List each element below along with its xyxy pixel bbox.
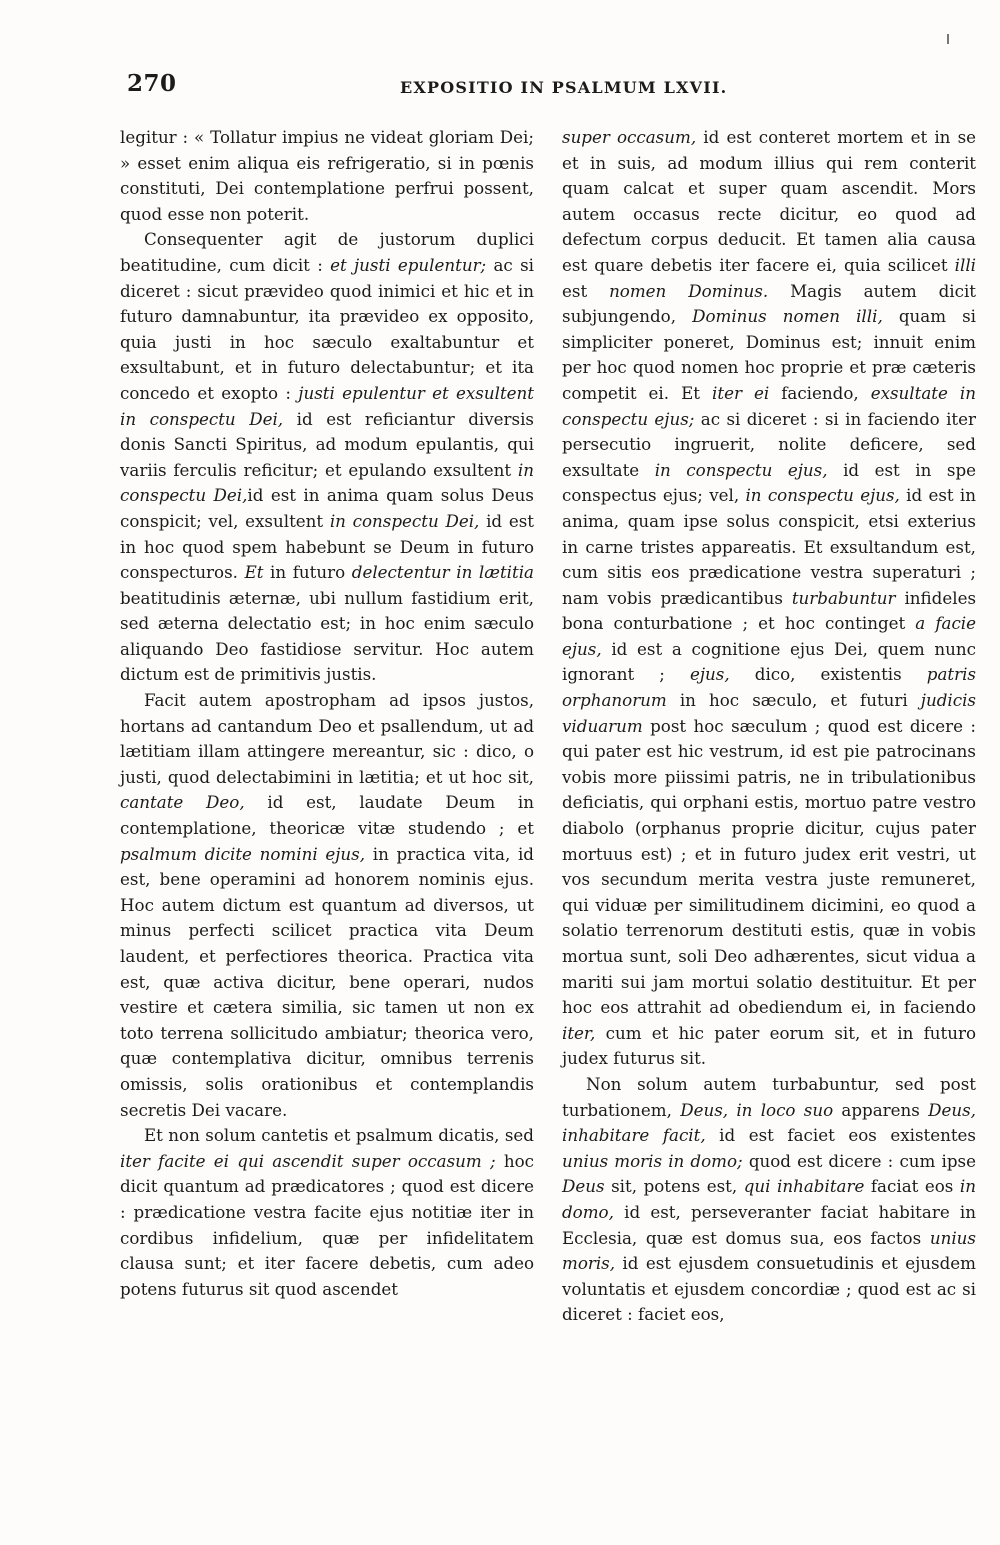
italic-quotation: justi epulentur et exsultent in conspectu Dei,	[120, 382, 534, 429]
text-segment: Consequenter agit de justorum duplici beatitudine, cum dicit :	[120, 229, 534, 275]
italic-quotation: in conspectu ejus,	[745, 485, 900, 506]
text-segment: faciat eos	[864, 1176, 960, 1197]
text-segment: Magis autem dicit subjungendo,	[562, 280, 977, 327]
italic-quotation: psalmum dicite nomini ejus,	[120, 843, 366, 864]
italic-quotation: super occasum,	[562, 127, 697, 147]
paragraph	[562, 1072, 976, 1328]
text-segment: faciendo,	[769, 382, 871, 403]
text-segment: id est a cognitione ejus Dei, quem nunc ignorant ;	[562, 638, 976, 685]
italic-quotation: turbabuntur	[791, 587, 896, 608]
italic-quotation: Deus, in loco suo	[680, 1099, 834, 1120]
text-segment: quod est dicere : cum ipse	[742, 1150, 976, 1171]
italic-quotation: a facie ejus,	[562, 613, 976, 659]
text-segment: hoc dicit quantum ad prædicatores ; quod est dicere : prædicatione vestra facite ejus notitiæ iter in cordibus infidelium, quæ per infidelitatem clausa sunt; et iter facere debetis, cum adeo potens futurus sit quod ascendet	[120, 1150, 534, 1299]
italic-quotation: Dominus nomen illi,	[692, 306, 883, 327]
text-segment: infideles bona conturbatione ; et hoc continget	[562, 587, 977, 634]
running-title: EXPOSITIO IN PSALMUM LXVII.	[400, 78, 728, 97]
italic-quotation: in conspectu Dei,	[329, 510, 480, 531]
left-text-column	[120, 125, 534, 1302]
text-segment: id est, perseveranter faciat habitare in Ecclesia, quæ est domus sua, eos factos	[562, 1201, 976, 1248]
italic-quotation: delectentur in lætitia	[351, 562, 534, 583]
text-segment: post hoc sæculum ; quod est dicere : qui pater est hic vestrum, id est pie patrocinans vobis more piissimi patris, ne in tribulationibus deficiatis, qui orphani estis, mortuo patre vestro diabolo (orphanus proprie dicitur, cujus pater mortuus est) ; et in futuro judex erit vestri, ut vos secundum merita vestra juste remuneret, qui viduæ per similitudinem dicimini, eo quod a solatio terrenorum destituti estis, quæ in vobis mortua sunt, soli Deo adhærentes, sicut vidua a mariti sui jam mortui solatio destituitur. Et per hoc eos attrahit ad obediendum ei, in faciendo	[562, 715, 976, 1018]
italic-quotation: et justi epulentur;	[330, 254, 487, 275]
italic-quotation: in conspectu Dei,	[120, 459, 534, 506]
text-segment: in futuro	[263, 562, 352, 583]
italic-quotation: Deus	[562, 1176, 605, 1197]
italic-quotation: ejus,	[690, 664, 730, 685]
text-segment: quam si simpliciter poneret, Dominus est; innuit enim per hoc quod nomen hoc proprie et præ cæteris competit ei. Et	[562, 306, 977, 403]
italic-quotation: nomen Dominus.	[609, 280, 769, 301]
text-segment: apparens	[833, 1099, 929, 1120]
italic-quotation: iter facite ei qui ascendit super occasum ;	[120, 1150, 496, 1171]
italic-quotation: in domo,	[562, 1176, 976, 1222]
paragraph	[120, 1123, 534, 1302]
text-segment: dico, existentis	[729, 664, 927, 685]
italic-quotation: cantate Deo,	[120, 792, 245, 813]
paragraph	[120, 125, 534, 227]
paragraph	[120, 227, 534, 688]
italic-quotation: in conspectu ejus,	[654, 459, 828, 480]
italic-quotation: unius moris,	[562, 1227, 976, 1274]
text-segment: beatitudinis æternæ, ubi nullum fastidium erit, sed æterna delectatio est; in hoc enim sæculo aliquando Deo fastidiose servitur. Hoc autem dictum est de primitivis justis.	[120, 587, 534, 685]
text-segment: id est conteret mortem et in se et in suis, ad modum illius qui rem conterit quam calcat et super quam ascendit. Mors autem occasus recte dicitur, eo quod ad defectum corpus deducit. Et tamen alia causa est quare debetis iter facere ei, quia scilicet	[562, 127, 977, 275]
paragraph	[120, 688, 534, 1123]
text-segment: id est in spe conspectus ejus; vel,	[562, 459, 977, 506]
page-number: 270	[127, 70, 177, 97]
text-segment: ac si diceret : sicut prævideo quod inimici et hic et in futuro damnabuntur, ita prævideo ex opposito, quia justi in hoc sæculo exaltabuntur et exsultabunt, et in futuro delectabuntur; et ita concedo et exopto :	[120, 254, 534, 403]
text-segment: Et non solum cantetis et psalmum dicatis, sed	[144, 1125, 534, 1146]
italic-quotation: unius moris in domo;	[562, 1150, 743, 1171]
italic-quotation: Deus, inhabitare facit,	[562, 1099, 976, 1146]
italic-quotation: qui inhabitare	[743, 1176, 865, 1197]
text-segment: id est faciet eos existentes	[705, 1125, 976, 1146]
text-segment: legitur : « Tollatur impius ne videat gloriam Dei; » esset enim aliqua eis refrigeratio, si in pœnis constituti, Dei contemplatione perfrui possent, quod esse non poterit.	[120, 127, 534, 224]
text-segment: Non solum autem turbabuntur, sed post turbationem,	[562, 1073, 976, 1120]
text-segment: ac si diceret : si in faciendo iter persecutio ingruerit, nolite deficere, sed exsultate	[562, 408, 976, 480]
text-segment: id est in hoc quod spem habebunt se Deum in futuro conspecturos.	[120, 510, 534, 583]
italic-quotation: Et	[244, 562, 264, 583]
text-segment: cum et hic pater eorum sit, et in futuro judex futurus sit.	[562, 1022, 976, 1069]
text-segment: id est ejusdem consuetudinis et ejusdem voluntatis et ejusdem concordiæ ; quod est ac si diceret : faciet eos,	[562, 1253, 976, 1325]
italic-quotation: exsultate in conspectu ejus;	[562, 382, 976, 429]
italic-quotation: iter ei	[712, 382, 770, 403]
text-segment: id est, laudate Deum in contemplatione, theoricæ vitæ studendo ; et	[120, 792, 534, 839]
paragraph	[562, 125, 976, 1072]
text-segment: sit, potens est,	[604, 1176, 744, 1197]
text-segment: id est in anima quam solus Deus conspicit; vel, exsultent	[120, 485, 534, 531]
text-segment: in practica vita, id est, bene operamini ad honorem nominis ejus. Hoc autem dictum est quantum ad diversos, ut minus perfecti scilicet practica vita Deum laudent, et perfectiores theorica. Practica vita est, quæ activa dicitur, bene operari, nudos vestire et cætera similia, sic tamen ut non ex toto terrena sollicitudo ambiatur; theorica vero, quæ contemplativa dicitur, omnibus terrenis omissis, solis orationibus et contemplandis secretis Dei vacare.	[120, 843, 534, 1120]
text-segment: est	[562, 280, 610, 301]
italic-quotation: patris orphanorum	[562, 664, 976, 711]
italic-quotation: judicis viduarum	[562, 690, 976, 736]
italic-quotation: illi	[954, 254, 976, 275]
text-segment: in hoc sæculo, et futuri	[666, 690, 921, 711]
scan-edge-mark	[947, 34, 949, 44]
italic-quotation: iter,	[562, 1022, 596, 1043]
text-segment: id est reficiantur diversis donis Sancti Spiritus, ad modum epulantis, qui variis ferculis reficitur; et epulando exsultent	[120, 408, 534, 480]
right-text-column	[562, 125, 976, 1328]
text-segment: id est in anima, quam ipse solus conspicit, etsi exterius in carne tristes appareatis. Et exsultandum est, cum sitis eos prædicatione vestra superaturi ; nam vobis prædicantibus	[562, 485, 976, 608]
text-segment: Facit autem apostropham ad ipsos justos, hortans ad cantandum Deo et psallendum, ut ad lætitiam illam attingere mereantur, sic : dico, o justi, quod delectabimini in lætitia; et ut hoc sit,	[120, 690, 534, 787]
